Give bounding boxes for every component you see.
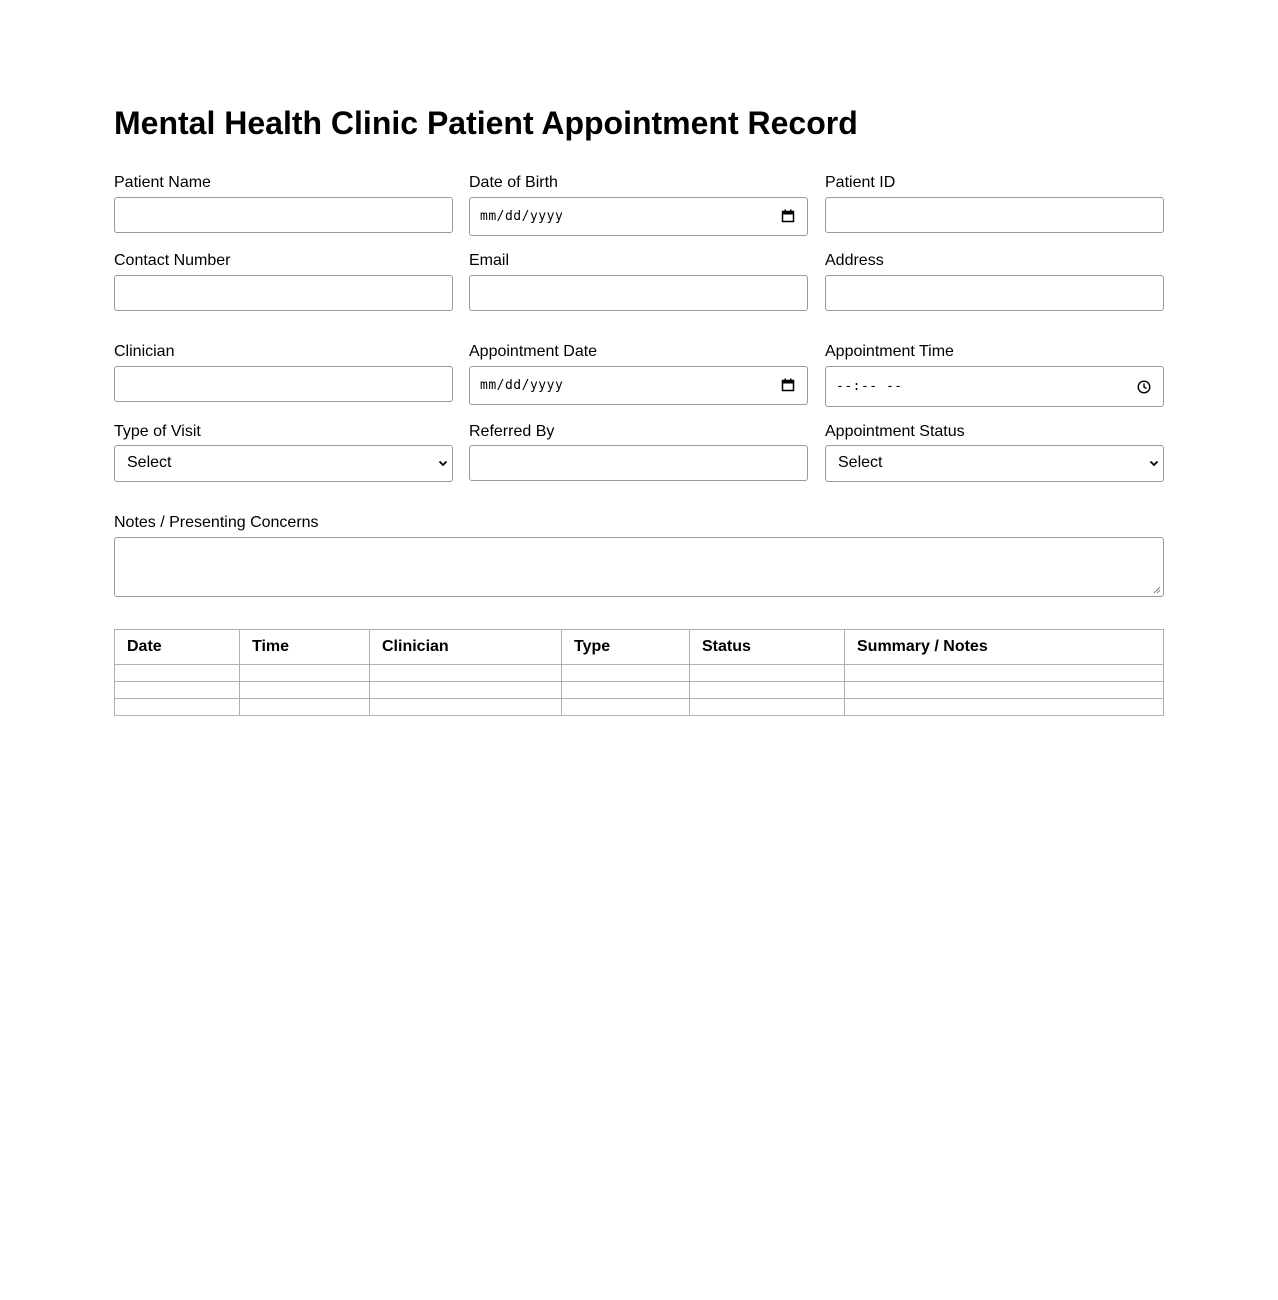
notes-label: Notes / Presenting Concerns <box>114 514 319 531</box>
table-row <box>115 699 1164 716</box>
visit-type-label: Type of Visit <box>114 423 201 440</box>
cell[interactable] <box>562 682 690 699</box>
contact-input[interactable] <box>114 275 453 311</box>
patient-id-input[interactable] <box>825 197 1164 233</box>
cell[interactable] <box>690 682 845 699</box>
patient-name-label: Patient Name <box>114 174 211 191</box>
cell[interactable] <box>115 665 240 682</box>
cell[interactable] <box>690 665 845 682</box>
dob-label: Date of Birth <box>469 174 558 191</box>
appointment-status-label: Appointment Status <box>825 423 965 440</box>
calendar-icon[interactable] <box>781 209 795 223</box>
col-status: Status <box>690 630 845 665</box>
cell[interactable] <box>115 682 240 699</box>
appointment-history-table <box>114 629 1164 716</box>
col-summary: Summary / Notes <box>845 630 1164 665</box>
cell[interactable] <box>370 699 562 716</box>
appointment-status-select[interactable] <box>825 445 1164 482</box>
cell[interactable] <box>690 699 845 716</box>
calendar-icon[interactable] <box>781 378 795 392</box>
table-row <box>115 682 1164 699</box>
resize-handle-icon[interactable] <box>1153 586 1161 594</box>
table-header-row <box>115 630 1164 665</box>
cell[interactable] <box>562 665 690 682</box>
clinician-input[interactable] <box>114 366 453 402</box>
address-input[interactable] <box>825 275 1164 311</box>
appointment-date-input[interactable] <box>469 366 808 405</box>
patient-id-label: Patient ID <box>825 174 896 191</box>
appointment-time-label: Appointment Time <box>825 343 954 360</box>
cell[interactable] <box>115 699 240 716</box>
visit-type-select[interactable] <box>114 445 453 482</box>
referred-by-input[interactable] <box>469 445 808 481</box>
address-label: Address <box>825 252 884 269</box>
email-input[interactable] <box>469 275 808 311</box>
appointment-date-placeholder: mm/dd/yyyy <box>480 378 564 393</box>
referred-by-label: Referred By <box>469 423 555 440</box>
clock-icon[interactable] <box>1137 380 1151 394</box>
cell[interactable] <box>370 682 562 699</box>
cell[interactable] <box>240 665 370 682</box>
cell[interactable] <box>845 665 1164 682</box>
visit-type-value: Select <box>127 454 172 471</box>
cell[interactable] <box>240 699 370 716</box>
dob-placeholder: mm/dd/yyyy <box>480 209 564 224</box>
table-row <box>115 665 1164 682</box>
cell[interactable] <box>240 682 370 699</box>
col-type: Type <box>562 630 690 665</box>
dob-input[interactable] <box>469 197 808 236</box>
page-title: Mental Health Clinic Patient Appointment Record <box>114 105 858 141</box>
cell[interactable] <box>845 682 1164 699</box>
col-clinician: Clinician <box>370 630 562 665</box>
chevron-down-icon <box>438 458 448 468</box>
appointment-time-placeholder: --:-- -- <box>836 379 903 394</box>
chevron-down-icon <box>1149 458 1159 468</box>
cell[interactable] <box>370 665 562 682</box>
contact-label: Contact Number <box>114 252 231 269</box>
appointment-date-label: Appointment Date <box>469 343 598 360</box>
cell[interactable] <box>562 699 690 716</box>
cell[interactable] <box>845 699 1164 716</box>
col-date: Date <box>115 630 240 665</box>
notes-textarea[interactable] <box>114 537 1164 597</box>
appointment-time-input[interactable] <box>825 366 1164 407</box>
email-label: Email <box>469 252 510 269</box>
appointment-status-value: Select <box>838 454 883 471</box>
clinician-label: Clinician <box>114 343 175 360</box>
patient-name-input[interactable] <box>114 197 453 233</box>
col-time: Time <box>240 630 370 665</box>
